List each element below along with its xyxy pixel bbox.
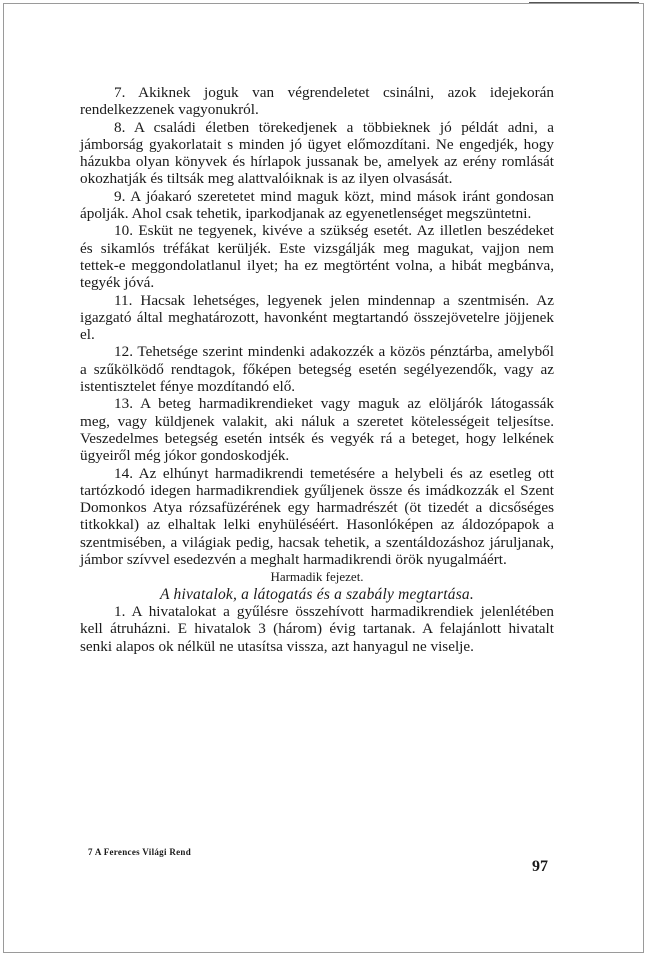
paragraph-14: 14. Az elhúnyt harmadikrendi temetésére a helybeli és az esetleg ott tartózkodó idegen harmadikrendiek gyűljenek össze és imádkozzák el Szent Domonkos Atya rózsafüzérének egy harmadrészét (öt tizedét a dicsőséges titkokkal) az elhaltak lelki enyhüléséért. Hasonlóképen az áldozópapok a szentmisében, a világiak pedig, hacsak tehetik, a szentáldozáshoz járuljanak, jámbor szívvel esedezvén a meghalt harmadikrendi örök nyugalmáért. — [80, 464, 554, 569]
section-title: A hivatalok, a látogatás és a szabály megtartása. — [160, 585, 474, 603]
paragraph-11: 11. Hacsak lehetséges, legyenek jelen mindennap a szentmisén. Az igazgató által meghatározott, havonként megtartandó összejövetelre jöjjenek el. — [80, 291, 554, 344]
chapter-label: Harmadik fejezet. — [270, 569, 364, 585]
paragraph-10: 10. Esküt ne tegyenek, kivéve a szükség esetét. Az illetlen beszédeket és sikamlós tréfákat kerüljék. Este vizsgálják meg magukat, vajjon nem tettek-e meggondolatlanul ilyet; ha ez megtörtént volna, a hibát megbánva, tegyék jóvá. — [80, 222, 554, 292]
paragraph-1: 1. A hivatalokat a gyűlésre összehívott harmadikrendiek jelenlétében kell átruházni. E hivatalok 3 (három) évig tartanak. A felajánlott hivatalt senki alapos ok nélkül ne utasítsa vissza, azt hanyagul ne viselje. — [80, 602, 554, 655]
document-body — [80, 84, 554, 655]
scan-corner-mark — [529, 2, 639, 6]
paragraph-7: 7. Akiknek joguk van végrendeletet csinálni, azok idejekorán rendelkezzenek vagyonukról. — [80, 84, 554, 119]
paragraph-8: 8. A családi életben törekedjenek a többieknek jó példát adni, a jámborság gyakorlatait s minden jó ügyet előmozdítani. Ne engedjék, hogy házukba olyan könyvek és hírlapok jussanak be, amelyek az erény romlását okozhatják és tiltsák meg alattvalóiknak is az ilyen olvasását. — [80, 118, 554, 188]
page-number: 97 — [532, 858, 548, 875]
paragraph-13: 13. A beteg harmadikrendieket vagy maguk az elöljárók látogassák meg, vagy küldjenek valakit, aki náluk a szeretet kötelességeit teljesítse. Veszedelmes betegség esetén intsék és vegyék rá a beteget, hogy lelkének ügyeiről még jókor gondoskodjék. — [80, 395, 554, 465]
paragraph-9: 9. A jóakaró szeretetet mind maguk közt, mind mások iránt gondosan ápolják. Ahol csak tehetik, iparkodjanak az egyenetlenséget megszüntetni. — [80, 187, 554, 223]
footer-note: 7 A Ferences Világi Rend — [88, 847, 192, 857]
paragraph-12: 12. Tehetsége szerint mindenki adakozzék a közös pénztárba, amelyből a szűkölködő rendtagok, főképen betegség esetén segélyezendők, vagy az istentisztelet fénye mozdítandó elő. — [80, 343, 554, 396]
